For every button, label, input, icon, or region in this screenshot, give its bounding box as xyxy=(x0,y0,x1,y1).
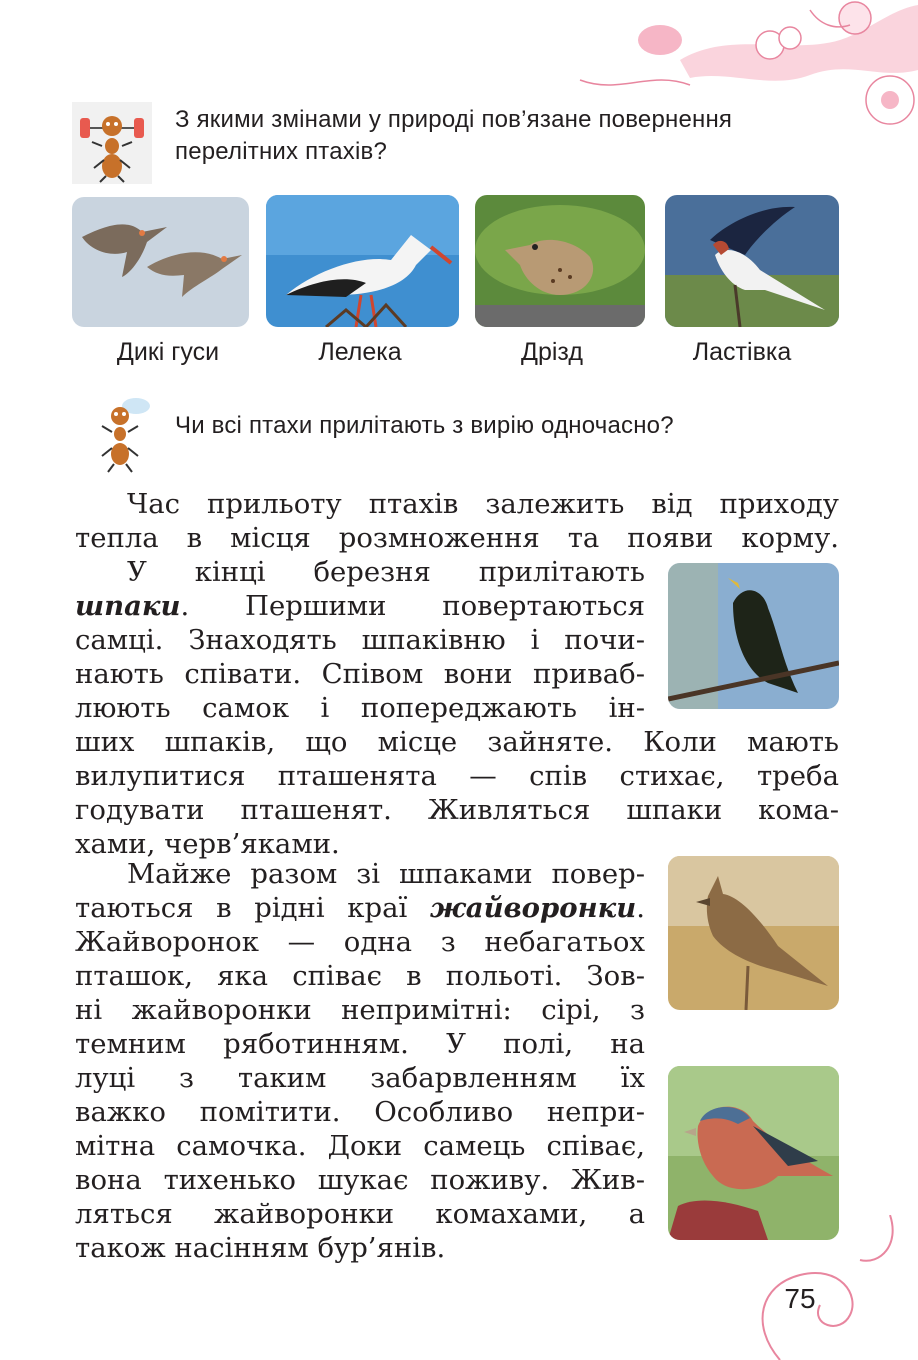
para2-line-8: годувати пташенят. Живляться шпаки кома- xyxy=(75,794,839,826)
ant-weightlifter-icon xyxy=(72,102,152,184)
page-number: 75 xyxy=(784,1283,816,1314)
para3-line-2-pre: таються в рідні краї xyxy=(75,892,430,924)
thrush-photo xyxy=(475,195,645,327)
question-1-line-2: перелітних птахів? xyxy=(175,138,387,165)
para2-line-6: ших шпаків, що місце зайняте. Коли мають xyxy=(75,726,839,758)
para3-line-11: ляться жайворонки комахами, а xyxy=(75,1198,645,1230)
para3-line-2 xyxy=(75,891,645,925)
para2-line-9: хами, черв’яками. xyxy=(75,828,340,860)
para2-line-5: люють самок і попереджають ін- xyxy=(75,692,645,724)
starling-photo xyxy=(668,563,839,709)
caption-wild-geese: Дикі гуси xyxy=(116,338,220,366)
para3-line-8: важко помітити. Особливо непри- xyxy=(75,1096,645,1128)
para3-line-10: вона тихенько шукає поживу. Жив- xyxy=(75,1164,645,1196)
chaffinch-photo xyxy=(668,1066,839,1240)
para3-line-1: Майже разом зі шпаками повер- xyxy=(127,858,645,890)
para3-line-4: пташок, яка співає в польоті. Зов- xyxy=(75,960,645,992)
para2-line-2-rest: . Першими повертаються xyxy=(180,590,645,622)
question-2: Чи всі птахи прилітають з вирію одночасно? xyxy=(175,412,674,439)
para3-line-12: також насінням бур’янів. xyxy=(75,1232,446,1264)
wild-geese-photo xyxy=(72,197,249,327)
para2-line-2 xyxy=(75,589,645,623)
ant-thinking-icon xyxy=(88,396,152,474)
larks-term: жайворонки xyxy=(429,892,637,924)
para2-line-7: вилупитися пташенята — спів стихає, треба xyxy=(75,760,839,792)
para3-line-5: ні жайворонки непримітні: сірі, з xyxy=(75,994,645,1026)
para2-line-4: нають співати. Співом вони приваб- xyxy=(75,658,645,690)
caption-stork: Лелека xyxy=(318,338,402,366)
para2-line-3: самці. Знаходять шпаківню і почи- xyxy=(75,624,645,656)
para1-line-1: Час прильоту птахів залежить від приходу xyxy=(127,488,839,520)
swallow-photo xyxy=(665,195,839,327)
para3-line-3: Жайворонок — одна з небагатьох xyxy=(75,926,645,958)
para3-line-6: темним ряботинням. У полі, на xyxy=(75,1028,645,1060)
para3-line-2-post: . xyxy=(636,892,645,924)
question-1-line-1: З якими змінами у природі пов’язане повернення xyxy=(175,106,733,133)
caption-swallow: Ластівка xyxy=(692,338,792,366)
lark-photo xyxy=(668,856,839,1010)
para2-line-1: У кінці березня прилітають xyxy=(127,556,645,588)
stork-photo xyxy=(266,195,459,327)
starlings-term: шпаки xyxy=(75,590,181,622)
caption-thrush: Дрізд xyxy=(521,338,583,366)
para3-line-7: луці з таким забарвленням їх xyxy=(75,1062,645,1094)
para3-line-9: мітна самочка. Доки самець співає, xyxy=(75,1130,645,1162)
para1-line-2: тепла в місця розмноження та появи корму. xyxy=(75,522,839,554)
